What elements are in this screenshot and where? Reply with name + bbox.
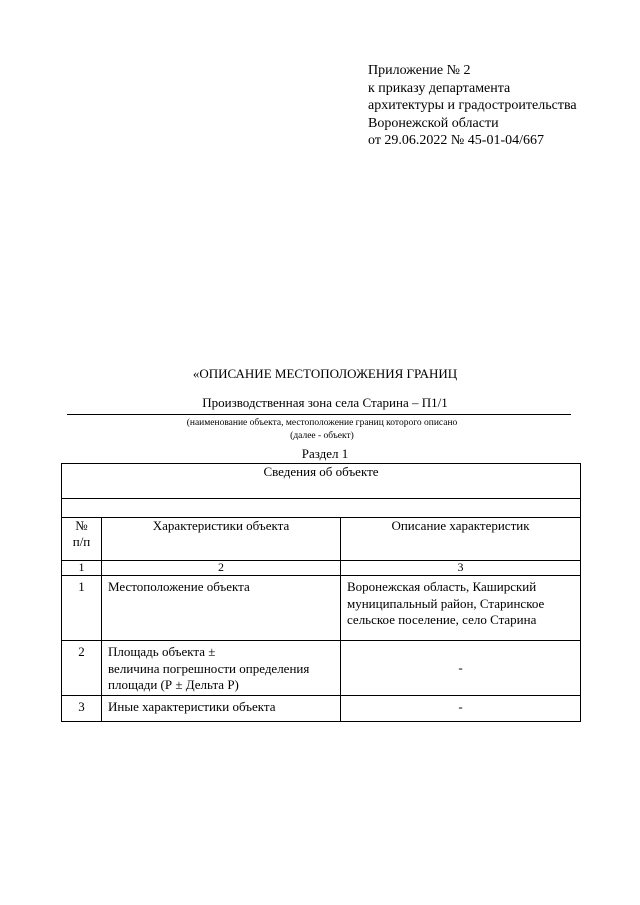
object-note-row-2 — [0, 431, 640, 441]
row-number: 2 — [62, 641, 102, 696]
table-row — [62, 576, 581, 641]
row-number: 3 — [62, 696, 102, 722]
annex-line: к приказу департамента — [368, 80, 511, 96]
object-name-underline — [67, 414, 571, 415]
section-title: Раздел 1 — [301, 446, 349, 461]
row-description-line: Воронежская область, Каширский — [347, 579, 537, 594]
row-description: - — [341, 641, 581, 696]
object-note-1: (наименование объекта, местоположение границ которого описано — [186, 418, 458, 428]
col-name-header: Характеристики объекта — [102, 518, 341, 561]
col-number: 1 — [62, 561, 102, 576]
row-characteristic-line: Иные характеристики объекта — [108, 699, 276, 714]
row-description: - — [341, 696, 581, 722]
document-title: «ОПИСАНИЕ МЕСТОПОЛОЖЕНИЯ ГРАНИЦ — [192, 366, 458, 381]
row-number: 1 — [62, 576, 102, 641]
table-blank-row — [62, 499, 581, 518]
blank-cell — [62, 499, 581, 518]
info-header-cell: Сведения об объекте — [62, 464, 581, 499]
col-number: 2 — [102, 561, 341, 576]
object-note-row-1 — [0, 418, 640, 428]
row-description — [341, 576, 581, 641]
row-characteristic-line: Площадь объекта ± — [108, 644, 216, 659]
object-name-row — [0, 395, 640, 411]
table-row — [62, 696, 581, 722]
row-description-line: муниципальный район, Старинское — [347, 595, 545, 611]
table-info-header-row — [62, 464, 581, 499]
row-characteristic — [102, 641, 341, 696]
object-info-table — [61, 463, 581, 722]
row-characteristic-line: площади (Р ± Дельта Р) — [108, 677, 239, 692]
table-column-header-row — [62, 518, 581, 561]
col-number: 3 — [341, 561, 581, 576]
col-desc-header: Описание характеристик — [341, 518, 581, 561]
row-characteristic — [102, 696, 341, 722]
col-no-header-line1: № — [75, 518, 88, 533]
section-row — [0, 446, 640, 462]
row-description-line: сельское поселение, село Старина — [347, 612, 537, 627]
col-no-header — [62, 518, 102, 561]
annex-line: Приложение № 2 — [368, 63, 471, 78]
document-title-row — [0, 366, 640, 382]
col-no-header-line2: п/п — [72, 534, 91, 549]
table-column-number-row — [62, 561, 581, 576]
object-note-2: (далее - объект) — [290, 431, 354, 441]
table-row — [62, 641, 581, 696]
row-characteristic-line: Местоположение объекта — [108, 579, 250, 594]
annex-block — [368, 62, 577, 150]
annex-line: от 29.06.2022 № 45-01-04/667 — [368, 133, 545, 148]
object-name: Производственная зона села Старина – П1/1 — [202, 395, 448, 410]
annex-line: Воронежской области — [368, 115, 499, 131]
row-characteristic-line: величина погрешности определения — [108, 660, 310, 676]
annex-line: архитектуры и градостроительства — [368, 98, 577, 113]
row-characteristic — [102, 576, 341, 641]
